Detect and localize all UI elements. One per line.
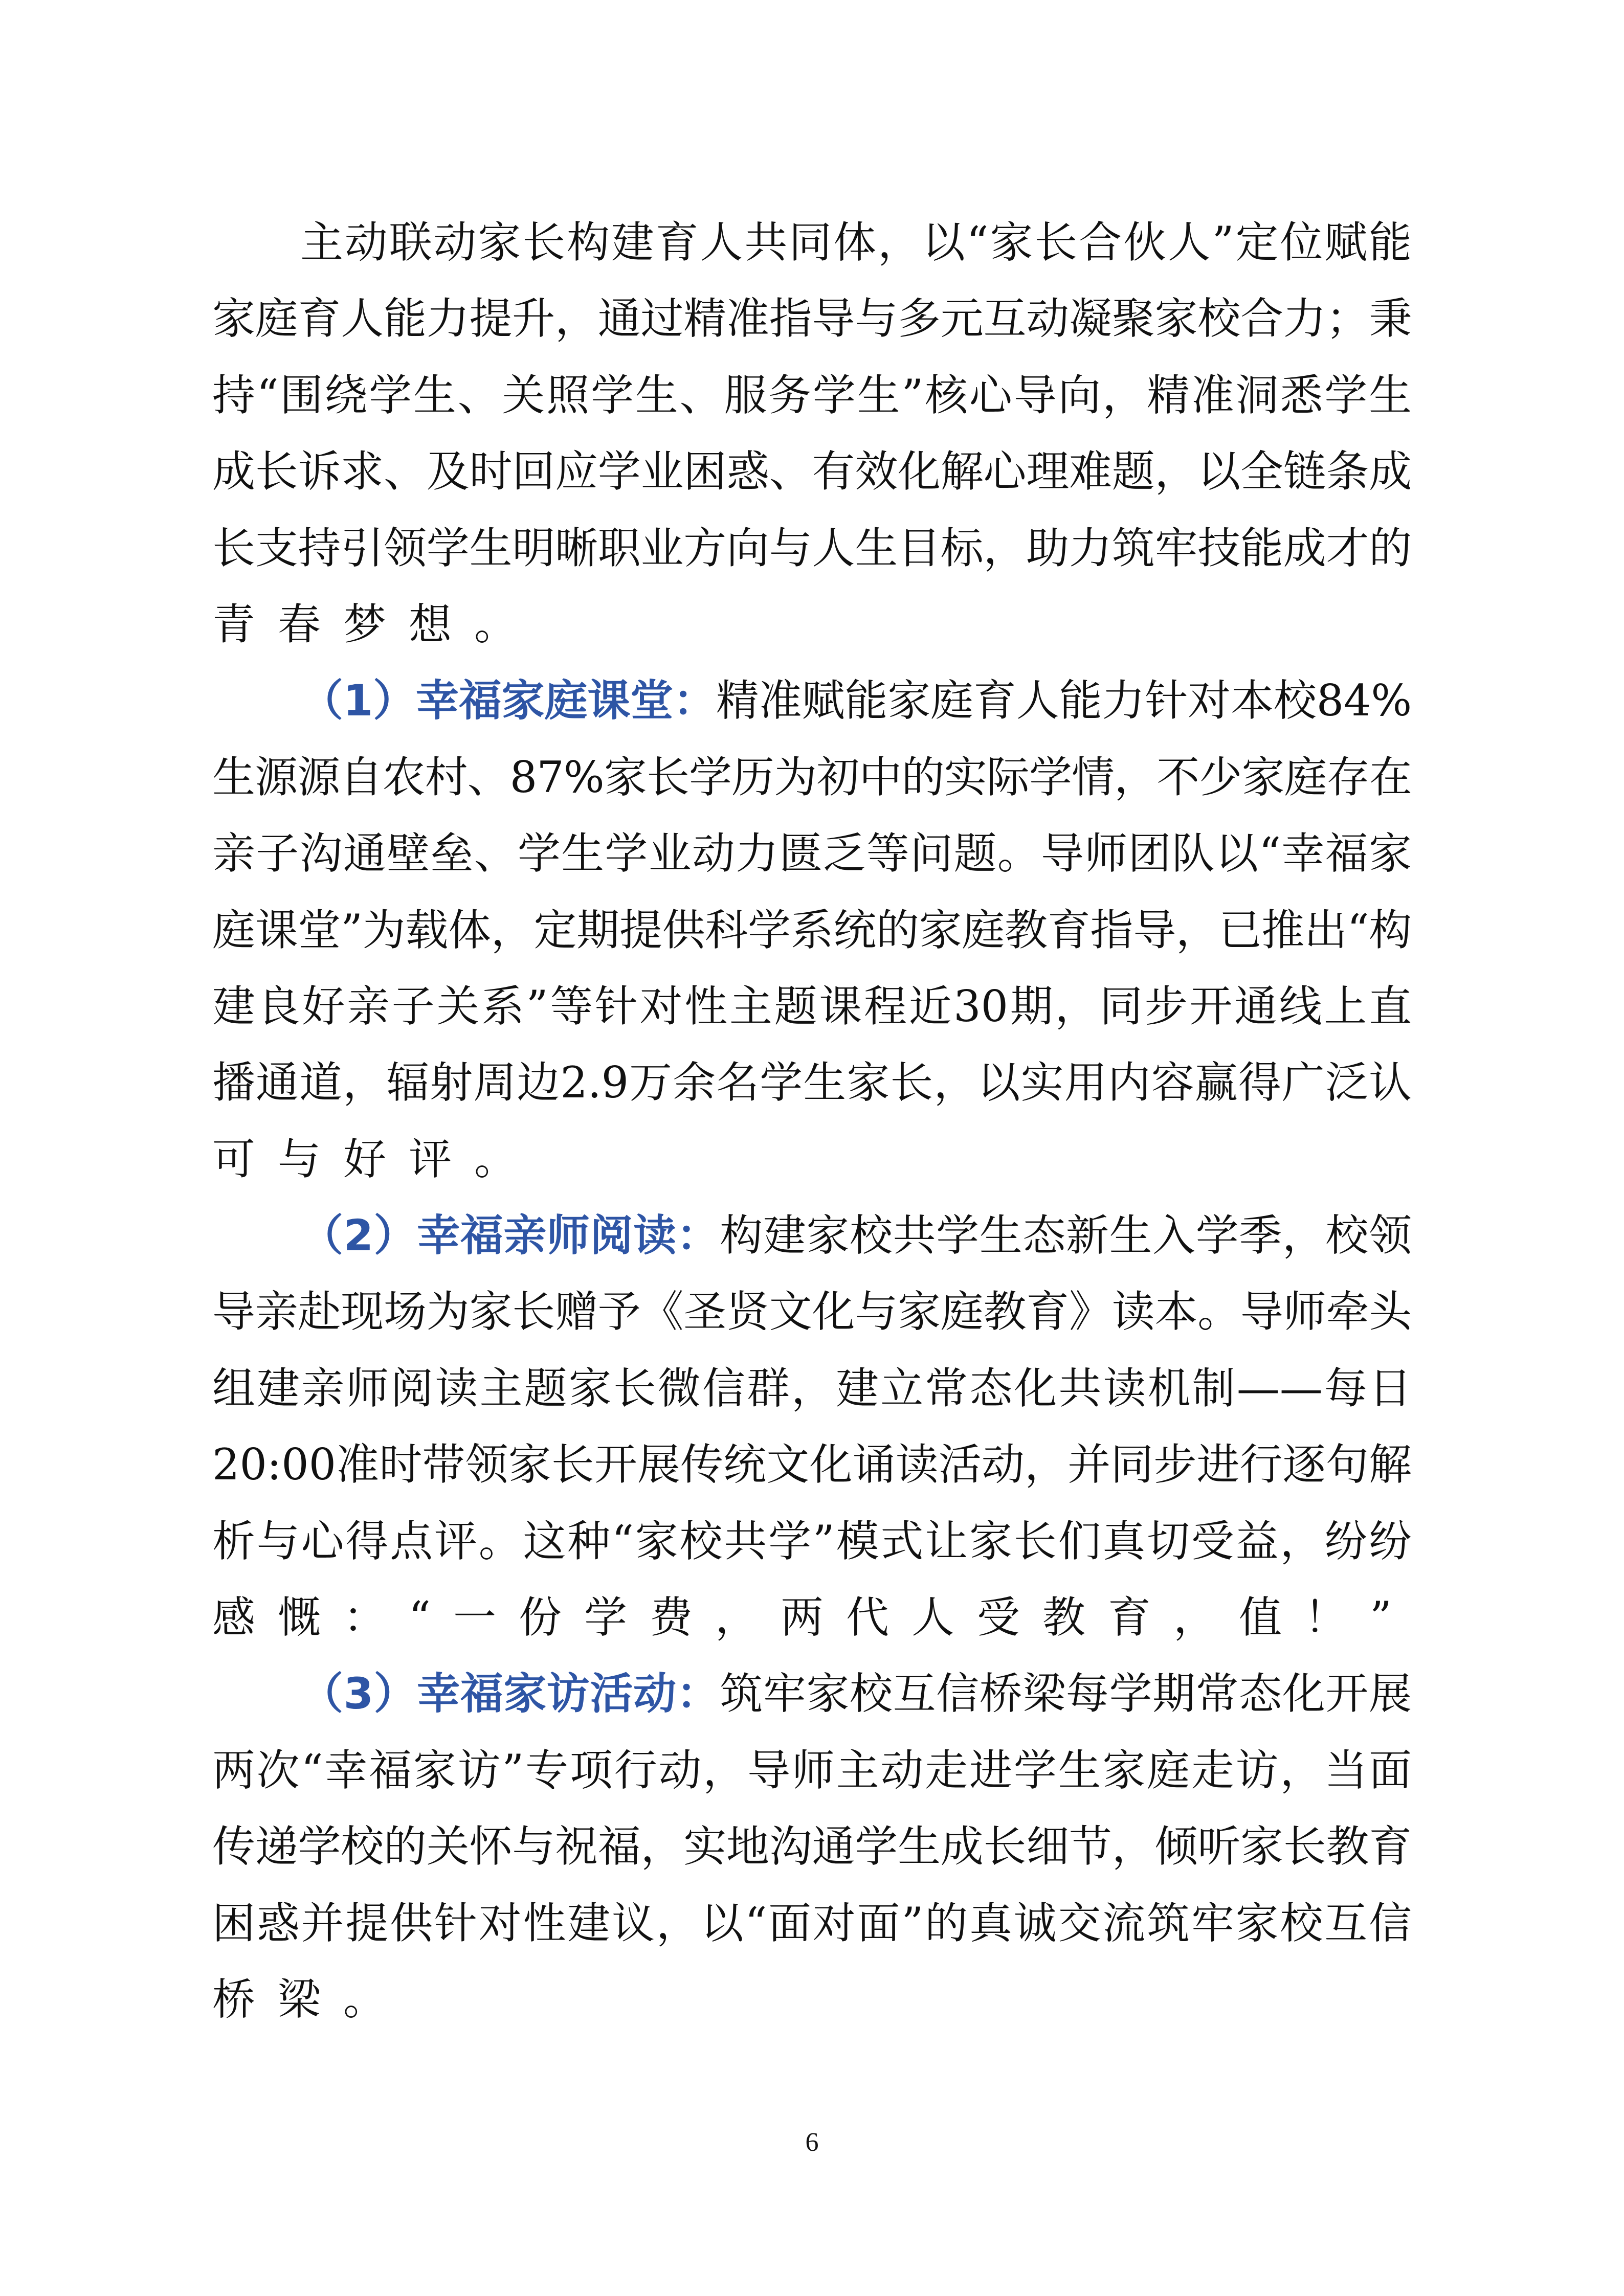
body-text — [212, 205, 1412, 2038]
text-line-content: 感慨：“一份学费，两代人受教育，值！” — [212, 1592, 1414, 1643]
text-line: 组建亲师阅读主题家长微信群，建立常态化共读机制——每日 — [212, 1363, 1412, 1413]
text-line: 建良好亲子关系”等针对性主题课程近30期，同步开通线上直 — [212, 981, 1412, 1031]
text-line-content: 筑牢家校互信桥梁每学期常态化开展 — [720, 1669, 1412, 1719]
text-line-content: 可与好评。 — [212, 1134, 540, 1184]
text-line-content: 构建家校共学生态新生入学季，校领 — [720, 1210, 1412, 1261]
text-line — [212, 1656, 1412, 1732]
section-heading: （3）幸福家访活动： — [300, 1669, 720, 1719]
paragraph-intro — [212, 205, 1412, 663]
text-line-content: 桥梁。 — [212, 1974, 409, 2024]
text-line: 两次“幸福家访”专项行动，导师主动走进学生家庭走访，当面 — [212, 1745, 1412, 1795]
text-line: 析与心得点评。这种“家校共学”模式让家长们真切受益，纷纷 — [212, 1516, 1412, 1566]
paragraph-happy-family-classroom — [212, 663, 1412, 1198]
text-line-content: 精准赋能家庭育人能力针对本校84% — [716, 676, 1412, 726]
text-line: 主动联动家长构建育人共同体，以“家长合伙人”定位赋能 — [300, 217, 1412, 267]
text-line — [212, 1121, 1412, 1198]
text-line: 持“围绕学生、关照学生、服务学生”核心导向，精准洞悉学生 — [212, 370, 1412, 420]
text-line — [212, 587, 1412, 663]
text-line-content: 青春梦想。 — [212, 599, 540, 649]
text-line — [212, 663, 1412, 739]
text-line — [212, 1962, 1412, 2038]
text-line: 困惑并提供针对性建议，以“面对面”的真诚交流筑牢家校互信 — [212, 1898, 1412, 1948]
text-line: 播通道，辐射周边2.9万余名学生家长，以实用内容赢得广泛认 — [212, 1057, 1412, 1108]
text-line: 长支持引领学生明晰职业方向与人生目标，助力筑牢技能成才的 — [212, 523, 1412, 573]
text-line: 成长诉求、及时回应学业困惑、有效化解心理难题，以全链条成 — [212, 446, 1412, 497]
text-line: 庭课堂”为载体，定期提供科学系统的家庭教育指导，已推出“构 — [212, 905, 1412, 955]
text-line: 20:00准时带领家长开展传统文化诵读活动，并同步进行逐句解 — [212, 1439, 1412, 1490]
paragraph-happy-parent-teacher-reading — [212, 1198, 1412, 1656]
text-line — [212, 1580, 1412, 1656]
page-number: 6 — [805, 2128, 819, 2157]
paragraph-happy-home-visits — [212, 1656, 1412, 2038]
text-line: 传递学校的关怀与祝福，实地沟通学生成长细节，倾听家长教育 — [212, 1821, 1412, 1872]
text-line: 导亲赴现场为家长赠予《圣贤文化与家庭教育》读本。导师牵头 — [212, 1287, 1412, 1337]
text-line: 亲子沟通壁垒、学生学业动力匮乏等问题。导师团队以“幸福家 — [212, 828, 1412, 879]
text-line: 生源源自农村、87%家长学历为初中的实际学情，不少家庭存在 — [212, 752, 1412, 802]
section-heading: （1）幸福家庭课堂： — [300, 676, 716, 726]
section-heading: （2）幸福亲师阅读： — [300, 1210, 720, 1261]
text-line — [212, 1198, 1412, 1274]
text-line: 家庭育人能力提升，通过精准指导与多元互动凝聚家校合力；秉 — [212, 294, 1412, 344]
